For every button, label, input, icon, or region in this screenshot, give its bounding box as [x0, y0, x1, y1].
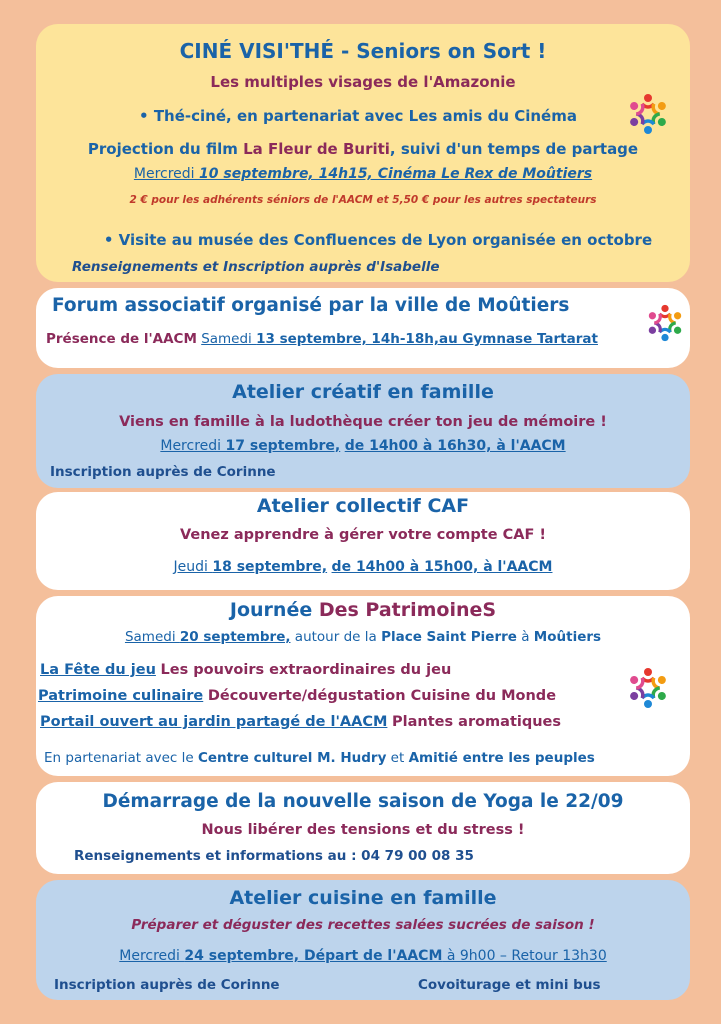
patrimoines-day: Samedi [124, 629, 180, 645]
atelier-creatif-title: Atelier créatif en famille [232, 381, 494, 403]
cuisine-contact: Inscription auprès de Corinne [54, 977, 280, 993]
cuisine-date-value: 24 septembre, Départ de l'AACM [184, 948, 443, 964]
partner-amitie: Amitié entre les peuples [408, 750, 595, 766]
patrimoines-town: Moûtiers [533, 629, 602, 645]
atelier-creatif-card [36, 374, 690, 488]
forum-card [36, 288, 690, 368]
atelier-caf-subtitle: Venez apprendre à gérer votre compte CAF ! [179, 527, 547, 543]
atelier-caf-day: Jeudi [173, 559, 213, 575]
people-circle-logo-icon [645, 303, 685, 343]
cuisine-time: à 9h00 – Retour 13h30 [442, 948, 607, 964]
patrimoines-place-prefix: autour de la [290, 629, 382, 645]
yoga-contact: Renseignements et informations au : 04 79 00 08 35 [74, 848, 474, 864]
atelier-caf-title: Atelier collectif CAF [256, 495, 470, 517]
patrimoines-date-value: 20 septembre, [179, 629, 291, 645]
cuisine-date [36, 948, 690, 964]
patrimoines-item-label: La Fête du jeu [40, 662, 156, 678]
patrimoines-title-a: Journée [229, 599, 319, 621]
cuisine-title: Atelier cuisine en famille [229, 887, 497, 909]
cuisine-transport: Covoiturage et mini bus [418, 977, 601, 993]
cuisine-day: Mercredi [119, 948, 185, 964]
patrimoines-item-label: Patrimoine culinaire [38, 688, 204, 704]
patrimoines-place-mid: à [516, 629, 534, 645]
forum-details [46, 332, 598, 348]
patrimoines-date [36, 630, 690, 646]
forum-day: Samedi [201, 331, 257, 347]
cine-subtitle: Les multiples visages de l'Amazonie [210, 73, 516, 91]
patrimoines-item-text: Les pouvoirs extraordinaires du jeu [160, 662, 452, 678]
cine-bullet-museum: • Visite au musée des Confluences de Lyon organisée en octobre [103, 231, 653, 249]
projection-prefix: Projection du film [87, 140, 244, 158]
patrimoines-item [40, 714, 561, 731]
people-circle-logo-icon [626, 92, 670, 136]
partner-mid: et [386, 750, 409, 766]
cine-card [36, 24, 690, 282]
film-title: La Fleur de Buriti [243, 140, 390, 158]
patrimoines-title-b: Des PatrimoineS [318, 599, 497, 621]
projection-suffix: , suivi d'un temps de partage [389, 140, 639, 158]
partner-prefix: En partenariat avec le [44, 750, 198, 766]
patrimoines-item [40, 662, 451, 679]
patrimoines-item-label: Portail ouvert au jardin partagé de l'AACM [40, 714, 388, 730]
atelier-creatif-subtitle: Viens en famille à la ludothèque créer ton jeu de mémoire ! [119, 414, 607, 430]
atelier-creatif-contact: Inscription auprès de Corinne [50, 464, 276, 480]
forum-presence: Présence de l'AACM [46, 331, 197, 347]
yoga-title: Démarrage de la nouvelle saison de Yoga le 22/09 [102, 791, 624, 812]
patrimoines-place: Place Saint Pierre [381, 629, 517, 645]
cine-title: CINÉ VISI'THÉ - Seniors on Sort ! [179, 39, 547, 63]
atelier-creatif-time: de 14h00 à 16h30, à l'AACM [344, 438, 566, 454]
cuisine-card [36, 880, 690, 1000]
forum-date: 13 septembre, 14h-18h,au Gymnase Tartarat [256, 331, 598, 347]
cine-prices: 2 € pour les adhérents séniors de l'AACM et 5,50 € pour les autres spectateurs [129, 194, 597, 206]
atelier-creatif-date-value: 17 septembre, [225, 438, 341, 454]
patrimoines-card [36, 596, 690, 776]
atelier-creatif-date [36, 438, 690, 454]
patrimoines-item-text: Découverte/dégustation Cuisine du Monde [207, 688, 557, 704]
patrimoines-item [38, 688, 556, 705]
atelier-caf-date-value: 18 septembre, [212, 559, 328, 575]
atelier-caf-card [36, 492, 690, 590]
cine-date [36, 166, 690, 182]
cine-date-rest: 10 septembre, 14h15, Cinéma Le Rex de Moûtiers [199, 166, 593, 182]
patrimoines-item-text: Plantes aromatiques [392, 714, 562, 730]
patrimoines-title [36, 600, 690, 622]
cine-date-day: Mercredi [133, 166, 200, 182]
patrimoines-partners [44, 751, 595, 767]
partner-hudry: Centre culturel M. Hudry [197, 750, 387, 766]
people-circle-logo-icon [626, 666, 670, 710]
yoga-subtitle: Nous libérer des tensions et du stress ! [201, 822, 525, 838]
cine-contact: Renseignements et Inscription auprès d'Isabelle [72, 259, 440, 275]
yoga-card [36, 782, 690, 874]
atelier-creatif-day: Mercredi [160, 438, 226, 454]
cine-projection [36, 141, 690, 158]
atelier-caf-time: de 14h00 à 15h00, à l'AACM [331, 559, 553, 575]
cine-bullet-theatre: • Thé-ciné, en partenariat avec Les amis du Cinéma [139, 107, 577, 125]
forum-title: Forum associatif organisé par la ville de Moûtiers [52, 295, 570, 316]
cuisine-subtitle: Préparer et déguster des recettes salées sucrées de saison ! [131, 917, 595, 933]
atelier-caf-date [36, 559, 690, 575]
